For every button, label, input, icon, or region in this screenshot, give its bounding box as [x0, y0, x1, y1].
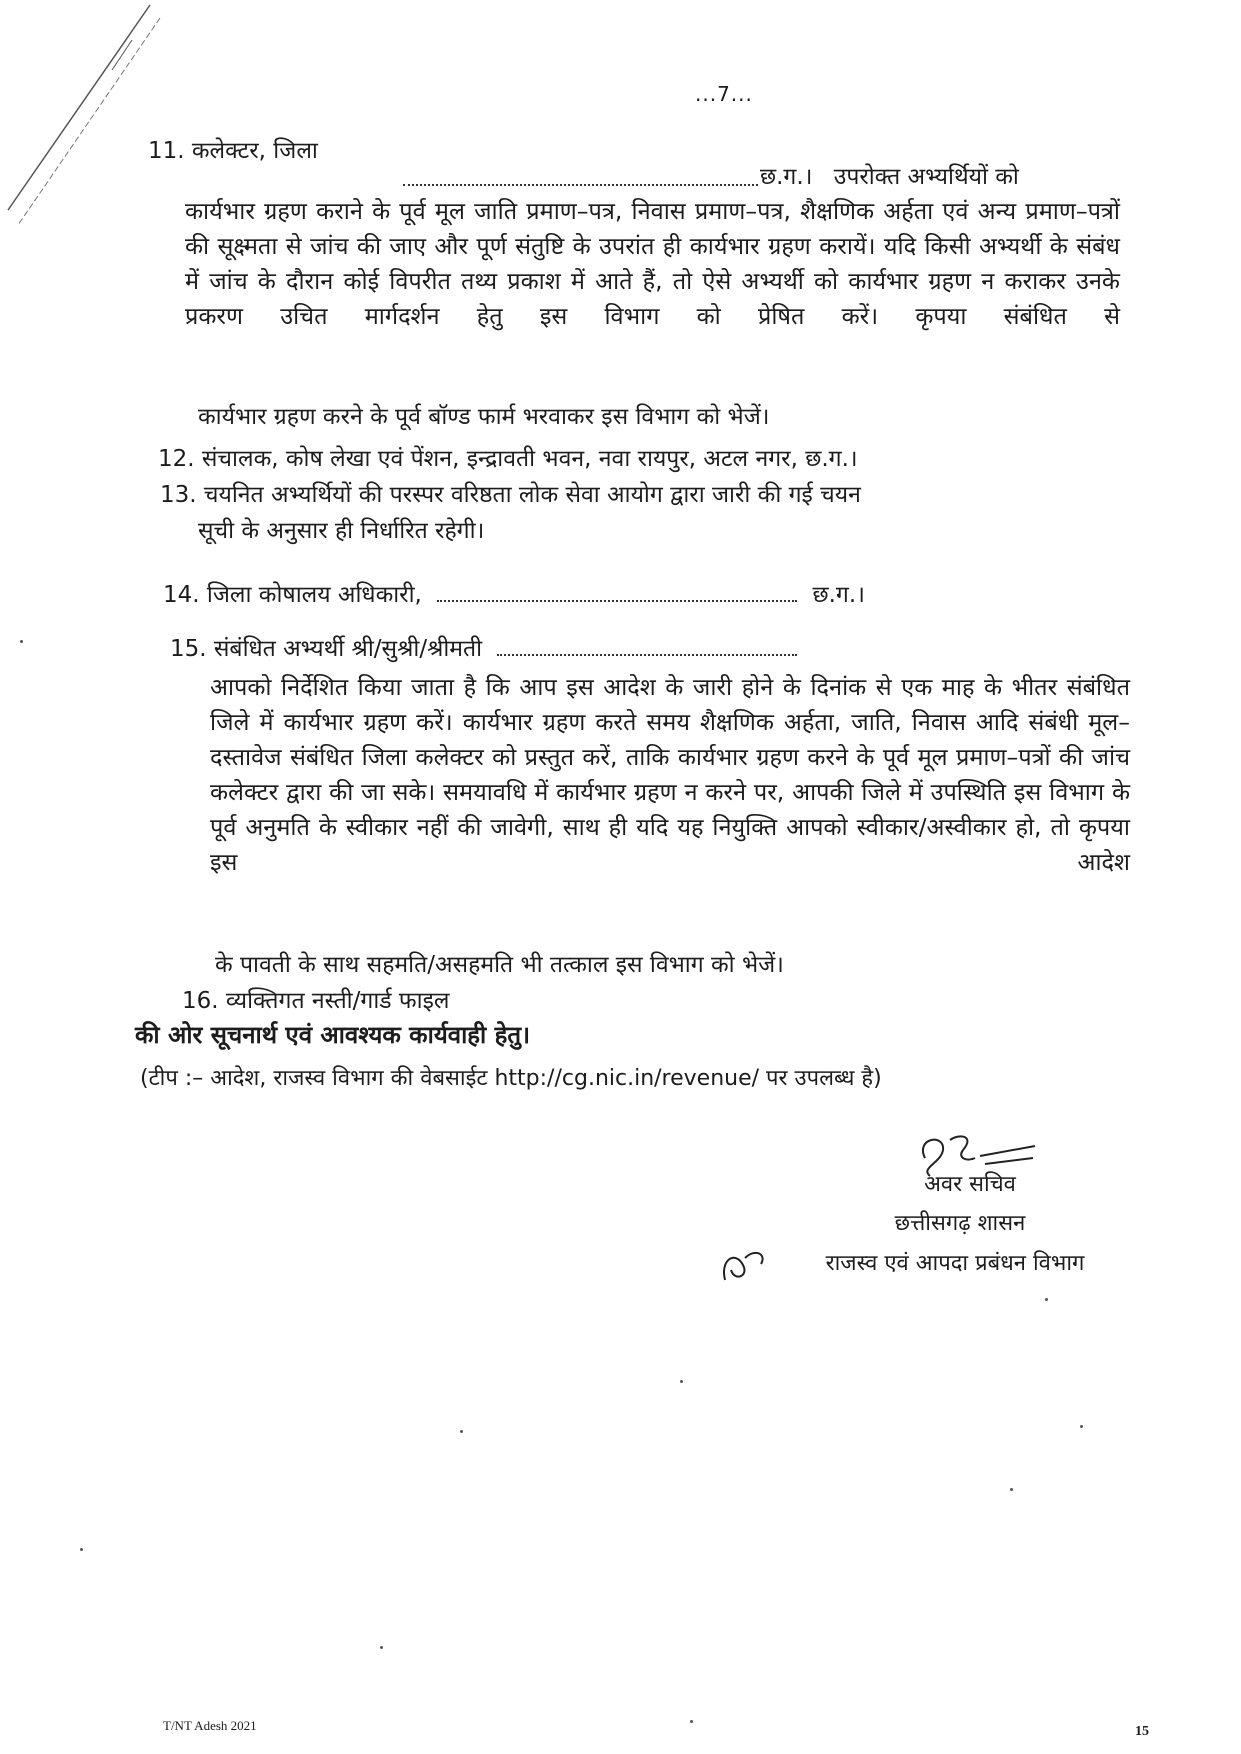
scan-speck [1080, 1425, 1083, 1428]
scan-stroke-marks [0, 0, 170, 230]
item-11-fill-line [395, 162, 766, 197]
item-11-body: कार्यभार ग्रहण कराने के पूर्व मूल जाति प्रमाण–पत्र, निवास प्रमाण–पत्र, शैक्षणिक अर्हता एवं अन्य प्रमाण–पत्रों की सूक्ष्मता से जांच की जाए और पूर्ण संतुष्टि के उपरांत ही कार्यभार ग्रहण करायें। यदि किसी अभ्यर्थी के संबंध में जांच के दौरान कोई विपरीत तथ्य प्रकाश में आते हैं, तो ऐसे अभ्यर्थी को कार्यभार ग्रहण न कराकर उनके प्रकरण उचित मार्गदर्शन हेतु इस विभाग को प्रेषित करें। कृपया संबंधित से [185, 197, 1120, 330]
item-15-header [170, 632, 805, 667]
scan-speck [460, 1430, 463, 1433]
item-12: 12. संचालक, कोष लेखा एवं पेंशन, इन्द्रावती भवन, नवा रायपुर, अटल नगर, छ.ग.। [158, 446, 858, 472]
item-15-body: आपको निर्देशित किया जाता है कि आप इस आदेश के जारी होने के दिनांक से एक माह के भीतर संबंधित जिले में कार्यभार ग्रहण करें। कार्यभार ग्रहण करते समय शैक्षणिक अर्हता, जाति, निवास आदि संबंधी मूल–दस्तावेज संबंधित जिला कलेक्टर को प्रस्तुत करें, ताकि कार्यभार ग्रहण करने के पूर्व मूल प्रमाण–पत्रों की जांच कलेक्टर द्वारा की जा सके। समयावधि में कार्यभार ग्रहण न करने पर, आपकी जिले में उपस्थिति इस विभाग के पूर्व अनुमति के स्वीकार नहीं की जावेगी, साथ ही यदि यह नियुक्ति आपको स्वीकार/अस्वीकार हो, तो कृपया इस आदेश [210, 673, 1130, 876]
signatory-government: छत्तीसगढ़ शासन [894, 1211, 1026, 1236]
footer-page-number: 15 [1135, 1724, 1149, 1739]
scan-speck [1010, 1488, 1013, 1491]
signatory-designation: अवर सचिव [924, 1172, 1016, 1197]
item-13-last: सूची के अनुसार ही निर्धारित रहेगी। [198, 518, 485, 544]
scan-speck [20, 640, 23, 643]
item-13: 13. चयनित अभ्यर्थियों की परस्पर वरिष्ठता लोक सेवा आयोग द्वारा जारी की गई चयन [160, 482, 861, 508]
scan-speck [1045, 1298, 1048, 1301]
scan-speck [680, 1380, 683, 1383]
item-14 [163, 578, 865, 613]
item-11-state: छ.ग.। उपरोक्त अभ्यर्थियों को [760, 164, 1019, 190]
item-14-state: छ.ग.। [812, 582, 865, 608]
footer-file-reference: T/NT Adesh 2021 [163, 1718, 257, 1733]
item-11-label: 11. कलेक्टर, जिला [148, 138, 318, 164]
scan-speck [690, 1720, 693, 1723]
scan-speck [380, 1646, 383, 1649]
closing-line: की ओर सूचनार्थ एवं आवश्यक कार्यवाही हेतु। [135, 1021, 531, 1049]
page-continuation-marker: ...7... [695, 82, 753, 106]
signatory-department: राजस्व एवं आपदा प्रबंधन विभाग [825, 1251, 1085, 1276]
website-note: (टीप :– आदेश, राजस्व विभाग की वेबसाईट http://cg.nic.in/revenue/ पर उपलब्ध है) [140, 1066, 882, 1091]
item-16: 16. व्यक्तिगत नस्ती/गार्ड फाइल [182, 988, 450, 1014]
item-14-label: 14. जिला कोषालय अधिकारी, [163, 582, 422, 608]
item-11-body-first: उपरोक्त अभ्यर्थियों को [833, 164, 1019, 190]
item-15-body-last: के पावती के साथ सहमति/असहमति भी तत्काल इस विभाग को भेजें। [215, 952, 784, 978]
scan-speck [80, 1548, 83, 1551]
item-15-label: 15. संबंधित अभ्यर्थी श्री/सुश्री/श्रीमती [170, 636, 483, 662]
item-11-body-last: कार्यभार ग्रहण करने के पूर्व बॉण्ड फार्म भरवाकर इस विभाग को भेजें। [198, 404, 770, 430]
